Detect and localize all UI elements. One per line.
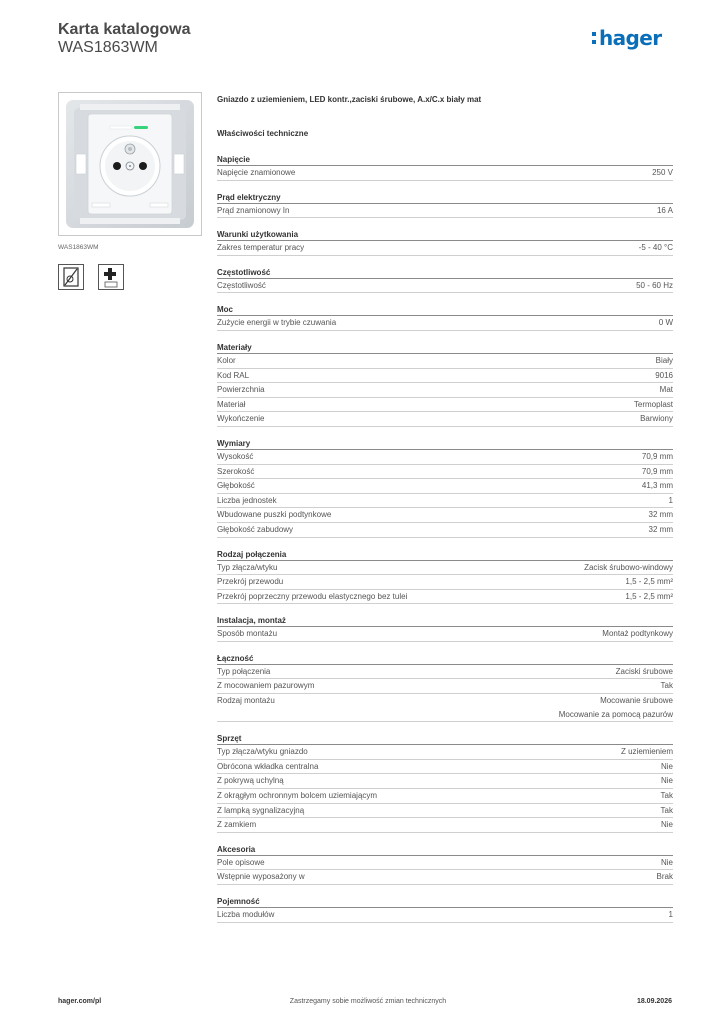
property-row — [217, 575, 673, 590]
property-label: Liczba jednostek — [217, 495, 277, 505]
property-row — [217, 369, 673, 384]
section-heading: Rodzaj połączenia — [217, 550, 673, 561]
product-code: WAS1863WM — [58, 39, 158, 56]
property-value-text: Tak — [660, 791, 673, 801]
property-label: Kod RAL — [217, 370, 250, 380]
property-value-text: 1,5 - 2,5 mm² — [625, 591, 673, 601]
section-heading: Łączność — [217, 654, 673, 665]
property-value — [584, 561, 673, 575]
property-row — [217, 479, 673, 494]
property-row — [217, 818, 673, 833]
property-value — [661, 679, 673, 693]
property-value-text: 32 mm — [648, 510, 673, 520]
property-value — [639, 241, 673, 255]
property-label: Pole opisowe — [217, 857, 265, 867]
property-value-text: Nie — [660, 776, 673, 786]
section-heading: Wymiary — [217, 439, 673, 450]
property-value — [640, 412, 673, 426]
property-label: Typ złącza/wtyku — [217, 562, 278, 572]
footer-website[interactable]: hager.com/pl — [58, 998, 102, 1005]
image-caption: WAS1863WM — [58, 244, 99, 251]
property-value — [657, 204, 673, 218]
property-value — [661, 774, 673, 788]
property-value-text: 1 — [668, 495, 673, 505]
property-label: Liczba modułów — [217, 910, 275, 919]
property-row — [217, 279, 673, 294]
property-value-text: Nie — [660, 820, 673, 830]
property-value — [642, 465, 673, 479]
property-row — [217, 465, 673, 480]
property-value — [652, 166, 673, 180]
property-value — [642, 479, 673, 493]
property-label: Typ połączenia — [217, 666, 271, 676]
property-label: Typ złącza/wtyku gniazdo — [217, 747, 308, 757]
property-value-text: 1 — [668, 910, 673, 919]
property-label: Obrócona wkładka centralna — [217, 761, 319, 771]
property-label: Napięcie znamionowe — [217, 168, 296, 177]
property-value — [621, 745, 673, 759]
property-value-text: 32 mm — [648, 524, 673, 534]
property-label: Zakres temperatur pracy — [217, 243, 305, 253]
property-row — [217, 494, 673, 509]
property-row — [217, 789, 673, 804]
property-value-text: 70,9 mm — [641, 466, 673, 476]
property-value — [669, 908, 673, 922]
properties-title: Właściwości techniczne — [217, 129, 309, 138]
property-value-text: Termoplast — [633, 399, 673, 409]
property-value — [625, 575, 673, 589]
section-heading: Sprzęt — [217, 734, 673, 745]
property-value-text: Tak — [660, 681, 673, 691]
property-value-text: 70,9 mm — [641, 451, 673, 461]
section-heading: Pojemność — [217, 897, 673, 908]
property-label: Materiał — [217, 399, 246, 409]
section-heading: Prąd elektryczny — [217, 193, 673, 204]
property-value — [649, 508, 673, 522]
property-value — [616, 665, 673, 679]
property-row — [217, 627, 673, 642]
property-value — [661, 760, 673, 774]
property-value — [634, 398, 673, 412]
product-image — [58, 92, 202, 236]
property-value-text: 16 A — [656, 205, 673, 215]
property-value — [636, 279, 673, 293]
property-value-text: 9016 — [655, 370, 673, 380]
property-value-text: 250 V — [652, 168, 673, 177]
property-value — [656, 354, 673, 368]
property-row — [217, 523, 673, 538]
hager-logo — [592, 28, 661, 48]
section-heading: Instalacja, montaż — [217, 616, 673, 627]
property-row — [217, 508, 673, 523]
property-value-text: Z uziemieniem — [620, 747, 673, 757]
section-heading: Moc — [217, 305, 673, 316]
led-indicator — [134, 126, 148, 129]
property-row — [217, 166, 673, 181]
property-label: Z okrągłym ochronnym bolcem uziemiającym — [217, 791, 378, 801]
property-value — [669, 494, 673, 508]
property-label: Z pokrywą uchylną — [217, 776, 284, 786]
document-title: Karta katalogowa — [58, 21, 191, 38]
property-row — [217, 412, 673, 427]
property-value — [659, 316, 673, 330]
property-row — [217, 908, 673, 923]
section-heading: Akcesoria — [217, 845, 673, 856]
property-row — [217, 694, 673, 722]
property-value-text: Zacisk śrubowo-windowy — [584, 562, 673, 572]
property-row — [217, 450, 673, 465]
property-row — [217, 665, 673, 680]
property-label: Głębokość — [217, 481, 255, 491]
property-row — [217, 316, 673, 331]
property-value-text: Mocowanie za pomocą pazurów — [558, 709, 673, 719]
property-value — [661, 818, 673, 832]
property-label: Sposób montażu — [217, 629, 278, 639]
property-label: Wstępnie wyposażony w — [217, 872, 305, 882]
property-value-text: Mocowanie śrubowe — [600, 696, 673, 706]
property-value — [661, 804, 673, 818]
section-heading: Warunki użytkowania — [217, 230, 673, 241]
property-value — [625, 590, 673, 604]
property-row — [217, 870, 673, 885]
property-value-text: Mat — [659, 385, 673, 395]
property-label: Z mocowaniem pazurowym — [217, 681, 315, 691]
logo-dots-icon — [592, 30, 598, 46]
product-description: Gniazdo z uziemieniem, LED kontr.,zaciski śrubowe, A.x/C.x biały mat — [217, 95, 482, 104]
property-value-text: Biały — [655, 355, 673, 365]
property-label: Wysokość — [217, 451, 254, 461]
property-value — [642, 450, 673, 464]
property-value — [559, 694, 673, 721]
property-row — [217, 241, 673, 256]
property-row — [217, 398, 673, 413]
wiring-cross-icon — [58, 264, 84, 290]
property-value — [661, 789, 673, 803]
property-value-text: Tak — [660, 805, 673, 815]
property-value-text: 50 - 60 Hz — [636, 280, 673, 290]
property-value-text: Montaż podtynkowy — [602, 629, 673, 639]
property-value — [660, 383, 673, 397]
property-label: Częstotliwość — [217, 280, 266, 290]
section-heading: Częstotliwość — [217, 268, 673, 279]
property-row — [217, 856, 673, 871]
property-row — [217, 561, 673, 576]
section-heading: Materiały — [217, 343, 673, 354]
property-value-text: 1,5 - 2,5 mm² — [625, 577, 673, 587]
property-row — [217, 774, 673, 789]
certification-badges — [58, 264, 124, 290]
property-value — [661, 856, 673, 870]
property-row — [217, 679, 673, 694]
property-value — [657, 870, 673, 884]
property-sections — [217, 155, 673, 923]
property-value — [655, 369, 673, 383]
property-label: Rodzaj montażu — [217, 696, 275, 706]
property-value — [649, 523, 673, 537]
property-label: Wbudowane puszki podtynkowe — [217, 510, 332, 520]
property-label: Z zamkiem — [217, 820, 257, 830]
property-label: Wykończenie — [217, 414, 265, 424]
plus-plug-icon — [98, 264, 124, 290]
property-label: Powierzchnia — [217, 385, 265, 395]
product-details — [217, 95, 673, 923]
property-row — [217, 354, 673, 369]
property-row — [217, 590, 673, 605]
section-heading: Napięcie — [217, 155, 673, 166]
property-label: Zużycie energii w trybie czuwania — [217, 318, 337, 328]
property-label: Przekrój przewodu — [217, 577, 284, 587]
property-row — [217, 204, 673, 219]
property-label: Szerokość — [217, 466, 255, 476]
property-label: Kolor — [217, 355, 236, 365]
property-value-text: Nie — [660, 857, 673, 867]
property-value-text: -5 - 40 °C — [638, 243, 673, 253]
property-value-text: Barwiony — [640, 414, 673, 424]
property-value — [602, 627, 673, 641]
property-value-text: Nie — [660, 761, 673, 771]
property-label: Głębokość zabudowy — [217, 524, 294, 534]
socket-illustration — [62, 96, 198, 232]
property-value-text: 0 W — [658, 318, 673, 328]
property-value-text: 41,3 mm — [641, 481, 673, 491]
property-value-text: Zaciski śrubowe — [615, 666, 673, 676]
logo-text: hager — [599, 26, 662, 50]
property-row — [217, 804, 673, 819]
property-row — [217, 383, 673, 398]
footer-disclaimer: Zastrzegamy sobie możliwość zmian technicznych — [289, 998, 447, 1005]
property-label: Prąd znamionowy In — [217, 205, 290, 215]
property-value-text: Brak — [656, 872, 673, 882]
footer-date: 18.09.2026 — [636, 998, 672, 1005]
property-label: Przekrój poprzeczny przewodu elastycznego bez tulei — [217, 591, 408, 601]
property-label: Z lampką sygnalizacyjną — [217, 805, 305, 815]
property-row — [217, 760, 673, 775]
property-row — [217, 745, 673, 760]
